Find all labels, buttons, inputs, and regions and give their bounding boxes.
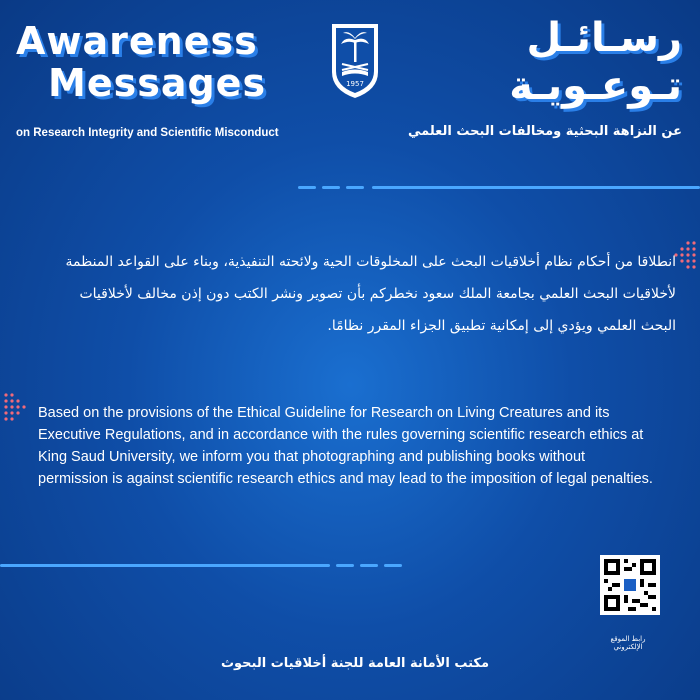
subtitle-english: on Research Integrity and Scientific Misconduct [16, 127, 279, 139]
qr-code-icon [604, 559, 656, 611]
arabic-paragraph: انطلاقا من أحكام نظام أخلاقيات البحث على المخلوقات الحية ولائحته التنفيذية، وبناء على القواعد المنظمة لأخلاقيات البحث العلمي بجامعة الملك سعود نخطركم بأن تصوير ونشر الكتب دون إذن مخالف لأخلاقيات البحث العلمي ويؤدي إلى إمكانية تطبيق الجزاء المقرر نظامًا. [65, 254, 676, 334]
university-logo [328, 20, 382, 102]
divider-dash [322, 186, 340, 189]
english-paragraph: Based on the provisions of the Ethical Guideline for Research on Living Creatures and its Executive Regulations, and in accordance with the rules governing scientific research ethics at King Saud University, we inform you that photographing and publishing books without permission is against scientific research ethics and may lead to the imposition of legal penalties. [38, 405, 653, 487]
subtitle-arabic: عن النزاهة البحثية ومخالفات البحث العلمي [408, 124, 682, 139]
divider-dash [360, 564, 378, 567]
title-arabic [462, 14, 682, 110]
logo-year: 1957 [346, 80, 364, 88]
divider-dash [336, 564, 354, 567]
title-arabic-line2: تـوعـويـة [509, 63, 682, 109]
dots-decoration-left [2, 392, 32, 428]
divider-line [372, 186, 700, 189]
title-english-line1: Awareness [16, 19, 258, 63]
title-arabic-line1: رسـائـل [526, 15, 682, 61]
divider-dash [346, 186, 364, 189]
title-english [16, 20, 316, 104]
title-english-line2: Messages [48, 61, 267, 105]
qr-code[interactable] [600, 555, 660, 615]
divider-dash [298, 186, 316, 189]
qr-label: رابط الموقع الإلكتروني [610, 635, 646, 651]
divider-line [0, 564, 330, 567]
divider-dash [384, 564, 402, 567]
footer-office-name: مكتب الأمانة العامة للجنة أخلاقيات البحوث [220, 656, 490, 671]
